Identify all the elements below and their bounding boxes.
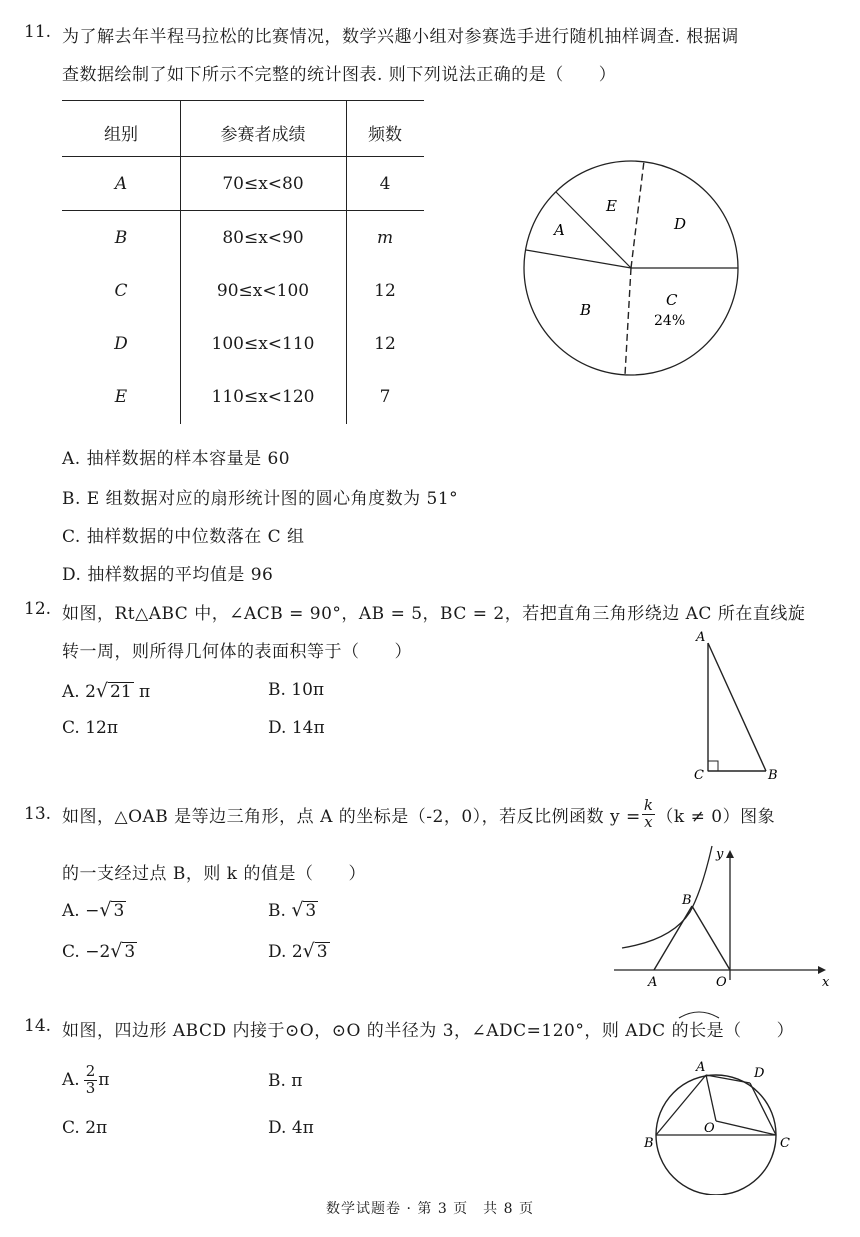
table-cell-freq-c: 12: [374, 281, 396, 301]
q13-label-x: x: [822, 975, 830, 990]
pie-divider-ed-dashed: [631, 161, 644, 268]
q14-number: 14.: [24, 1016, 52, 1036]
q12-text-line1: 如图，Rt△ABC 中，∠ACB = 90°，AB = 5，BC = 2，若把直角三角形绕边 AC 所在直线旋: [62, 604, 806, 624]
q13-number: 13.: [24, 804, 52, 824]
q14-label-o: O: [704, 1121, 715, 1136]
table-cell-range-b: 80≤x<90: [222, 228, 304, 248]
q14-label-c: C: [780, 1136, 790, 1151]
q12-label-a: A: [696, 630, 706, 645]
q14-label-d: D: [754, 1066, 765, 1081]
q14-label-a: A: [696, 1060, 706, 1075]
pie-label-d: D: [674, 215, 687, 233]
q13-label-o: O: [716, 975, 727, 990]
q11-number: 11.: [24, 22, 52, 42]
q11-text-line2: 查数据绘制了如下所示不完整的统计图表. 则下列说法正确的是（ ）: [62, 65, 617, 85]
table-cell-freq-e: 7: [379, 387, 391, 407]
table-cell-group-a: A: [114, 174, 128, 194]
table-cell-freq-d: 12: [374, 334, 396, 354]
q13-label-b: B: [682, 893, 692, 908]
q12-option-a[interactable]: A. 2√ 21 π: [62, 680, 151, 702]
q12-triangle-figure: [688, 625, 798, 785]
table-header-group: 组别: [104, 125, 138, 145]
q13-option-b[interactable]: B. √ 3: [268, 899, 317, 921]
q14-arc-mark: [677, 1008, 721, 1020]
table-cell-group-c: C: [114, 281, 128, 301]
q13-option-d[interactable]: D. 2√ 3: [268, 940, 328, 962]
q13-text-line1: 如图，△OAB 是等边三角形，点 A 的坐标是（-2，0），若反比例函数 y = $\frac{k}{x}$ （k ≠ 0）图象: [62, 796, 776, 831]
frequency-table: [62, 100, 424, 424]
pie-chart: [518, 155, 752, 389]
table-header-frequency: 频数: [368, 125, 402, 145]
table-cell-range-e: 110≤x<120: [211, 387, 315, 407]
page-footer: 数学试题卷 · 第 3 页 共 8 页: [326, 1201, 534, 1217]
q14-option-a[interactable]: A. $\frac{2}{3}$ π: [62, 1062, 110, 1097]
pie-divider-bc-dashed: [625, 268, 631, 375]
pie-label-b: B: [580, 301, 592, 319]
q14-label-b: B: [644, 1136, 654, 1151]
q13-fraction: $\frac{k}{x}$: [643, 796, 654, 831]
q12-option-d[interactable]: D. 14π: [268, 718, 325, 738]
q13-label-a: A: [648, 975, 658, 990]
table-cell-range-d: 100≤x<110: [211, 334, 315, 354]
q11-option-c[interactable]: C. 抽样数据的中位数落在 C 组: [62, 527, 305, 547]
q14-text-line1: 如图，四边形 ABCD 内接于⊙O，⊙O 的半径为 3，∠ADC=120°，则 ADC 的长是（ ）: [62, 1021, 795, 1041]
q11-option-b[interactable]: B. E 组数据对应的扇形统计图的圆心角度数为 51°: [62, 489, 459, 509]
q12-option-c[interactable]: C. 12π: [62, 718, 119, 738]
table-cell-group-d: D: [114, 334, 128, 354]
q13-option-a[interactable]: A. −√ 3: [62, 899, 125, 921]
q12-number: 12.: [24, 599, 52, 619]
q12-label-c: C: [694, 768, 704, 783]
pie-label-c-percent: 24%: [654, 313, 686, 329]
pie-label-c: C: [666, 291, 678, 309]
table-cell-group-e: E: [114, 387, 128, 407]
q12-label-b: B: [768, 768, 778, 783]
pie-label-a: A: [554, 221, 565, 239]
table-cell-range-a: 70≤x<80: [222, 174, 304, 194]
q12-option-b[interactable]: B. 10π: [268, 680, 325, 700]
q13-label-y: y: [716, 847, 724, 862]
table-header-score: 参赛者成绩: [220, 125, 306, 145]
q12-text-line2: 转一周，则所得几何体的表面积等于（ ）: [62, 642, 412, 662]
q14-circle-figure: [640, 1045, 800, 1195]
table-cell-freq-a: 4: [379, 174, 391, 194]
q14-option-d[interactable]: D. 4π: [268, 1118, 314, 1138]
q11-text-line1: 为了解去年半程马拉松的比赛情况，数学兴趣小组对参赛选手进行随机抽样调查. 根据调: [62, 27, 739, 47]
q13-option-c[interactable]: C. −2√ 3: [62, 940, 136, 962]
table-cell-freq-b: m: [376, 228, 394, 248]
q14-option-c[interactable]: C. 2π: [62, 1118, 108, 1138]
q11-option-a[interactable]: A. 抽样数据的样本容量是 60: [62, 449, 291, 469]
table-cell-group-b: B: [114, 228, 128, 248]
pie-label-e: E: [606, 197, 617, 215]
q14-option-b[interactable]: B. π: [268, 1071, 303, 1091]
q13-graph-figure: [612, 840, 842, 990]
table-cell-range-c: 90≤x<100: [216, 281, 310, 301]
q13-text-line2: 的一支经过点 B，则 k 的值是（ ）: [62, 864, 367, 884]
q11-option-d[interactable]: D. 抽样数据的平均值是 96: [62, 565, 274, 585]
